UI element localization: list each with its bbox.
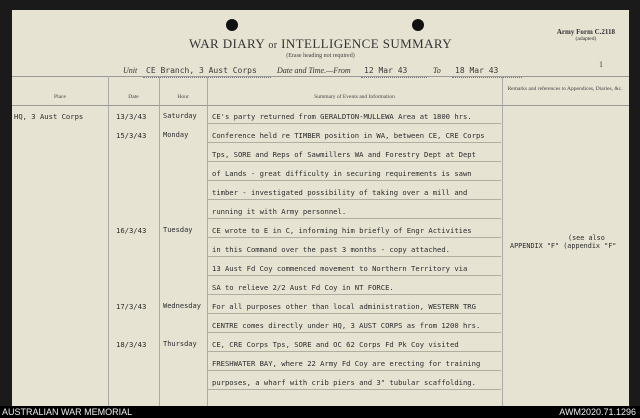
column-header-remarks: Remarks and references to Appendices, Diaries, &c. xyxy=(507,86,623,92)
entry-summary: FRESHWATER BAY, where 22 Army Fd Coy are erecting for training xyxy=(212,359,481,368)
line-rule xyxy=(207,237,501,238)
line-rule xyxy=(207,351,501,352)
form-number: Army Form C.2118 xyxy=(556,28,615,36)
entry-date: 17/3/43 xyxy=(116,302,147,311)
entry-summary: running it with Army personnel. xyxy=(212,207,347,216)
title-war-diary: WAR DIARY xyxy=(188,36,265,51)
entry-summary: CENTRE comes directly under HQ, 3 AUST CORPS as from 1200 hrs. xyxy=(212,321,481,330)
entry-date: 16/3/43 xyxy=(116,226,147,235)
line-rule xyxy=(207,161,501,162)
entry-summary: CE wrote to E in C, informing him briefly of Engr Activities xyxy=(212,226,472,235)
column-header-hour: Hour xyxy=(177,94,189,100)
entry-summary: Conference held re TIMBER position in WA, between CE, CRE Corps xyxy=(212,131,485,140)
line-rule xyxy=(207,123,501,124)
line-rule xyxy=(207,256,501,257)
entry-hour: Tuesday xyxy=(163,226,193,234)
subtitle: (Erase heading not required) xyxy=(286,53,355,59)
entry-summary: CE, CRE Corps Tps, SORE and OC 62 Corps Fd Pk Coy visited xyxy=(212,340,459,349)
entry-place: HQ, 3 Aust Corps xyxy=(14,112,84,121)
column-divider xyxy=(159,76,160,406)
entry-hour: Saturday xyxy=(163,112,197,120)
page-number: 1 xyxy=(599,60,603,69)
line-rule xyxy=(207,332,501,333)
diary-table xyxy=(12,10,629,406)
date-label: Date and Time.—From xyxy=(277,66,351,75)
entry-summary: 13 Aust Fd Coy commenced movement to Northern Territory via xyxy=(212,264,468,273)
to-label: To xyxy=(433,66,441,75)
title-intelligence-summary: INTELLIGENCE SUMMARY xyxy=(281,36,452,51)
entry-summary: of Lands - great difficulty in securing requirements is sawn xyxy=(212,169,472,178)
column-header-date: Date xyxy=(128,94,139,100)
footer-accession: AWM2020.71.1296 xyxy=(559,407,636,417)
header-rule xyxy=(12,105,629,106)
entry-summary: Tps, SORE and Reps of Sawmillers WA and Forestry Dept at Dept xyxy=(212,150,476,159)
footer-bar xyxy=(0,406,640,418)
line-rule xyxy=(207,275,501,276)
column-header-summary: Summary of Events and Information xyxy=(314,94,395,100)
remarks-appendix-ref: APPENDIX "F" (appendix "F" xyxy=(510,242,617,250)
date-to: 18 Mar 43 xyxy=(455,66,499,75)
unit-value: CE Branch, 3 Aust Corps xyxy=(146,66,257,75)
entry-date: 13/3/43 xyxy=(116,112,147,121)
entry-summary: timber - investigated possibility of taking over a mill and xyxy=(212,188,468,197)
line-rule xyxy=(207,199,501,200)
line-rule xyxy=(207,218,501,219)
form-sub: (adapted) xyxy=(575,36,597,42)
entry-date: 15/3/43 xyxy=(116,131,147,140)
column-header-place: Place xyxy=(54,94,66,100)
entry-summary: CE's party returned from GERALDTON-MULLEWA Area at 1800 hrs. xyxy=(212,112,472,121)
footer-source: AUSTRALIAN WAR MEMORIAL xyxy=(2,407,133,417)
entry-hour: Monday xyxy=(163,131,189,139)
line-rule xyxy=(207,142,501,143)
line-rule xyxy=(207,313,501,314)
entry-summary: For all purposes other than local administration, WESTERN TRG xyxy=(212,302,476,311)
date-from: 12 Mar 43 xyxy=(364,66,408,75)
diary-page xyxy=(12,10,629,406)
unit-label: Unit xyxy=(123,66,138,75)
title-or: or xyxy=(268,40,278,51)
column-divider xyxy=(207,76,208,406)
line-rule xyxy=(207,180,501,181)
entry-summary: in this Command over the past 3 months - copy attached. xyxy=(212,245,450,254)
entry-summary: SA to relieve 2/2 Aust Fd Coy in NT FORCE. xyxy=(212,283,394,292)
entry-hour: Thursday xyxy=(163,340,197,348)
entry-summary: purposes, a wharf with crib piers and 3" tubular scaffolding. xyxy=(212,378,476,387)
line-rule xyxy=(207,294,501,295)
table-top-rule xyxy=(12,76,629,77)
entry-hour: Wednesday xyxy=(163,302,201,310)
remarks-appendix-note: (see also xyxy=(568,234,605,242)
column-divider xyxy=(108,76,109,406)
line-rule xyxy=(207,370,501,371)
column-divider xyxy=(502,76,503,406)
line-rule xyxy=(207,389,501,390)
entry-date: 18/3/43 xyxy=(116,340,147,349)
